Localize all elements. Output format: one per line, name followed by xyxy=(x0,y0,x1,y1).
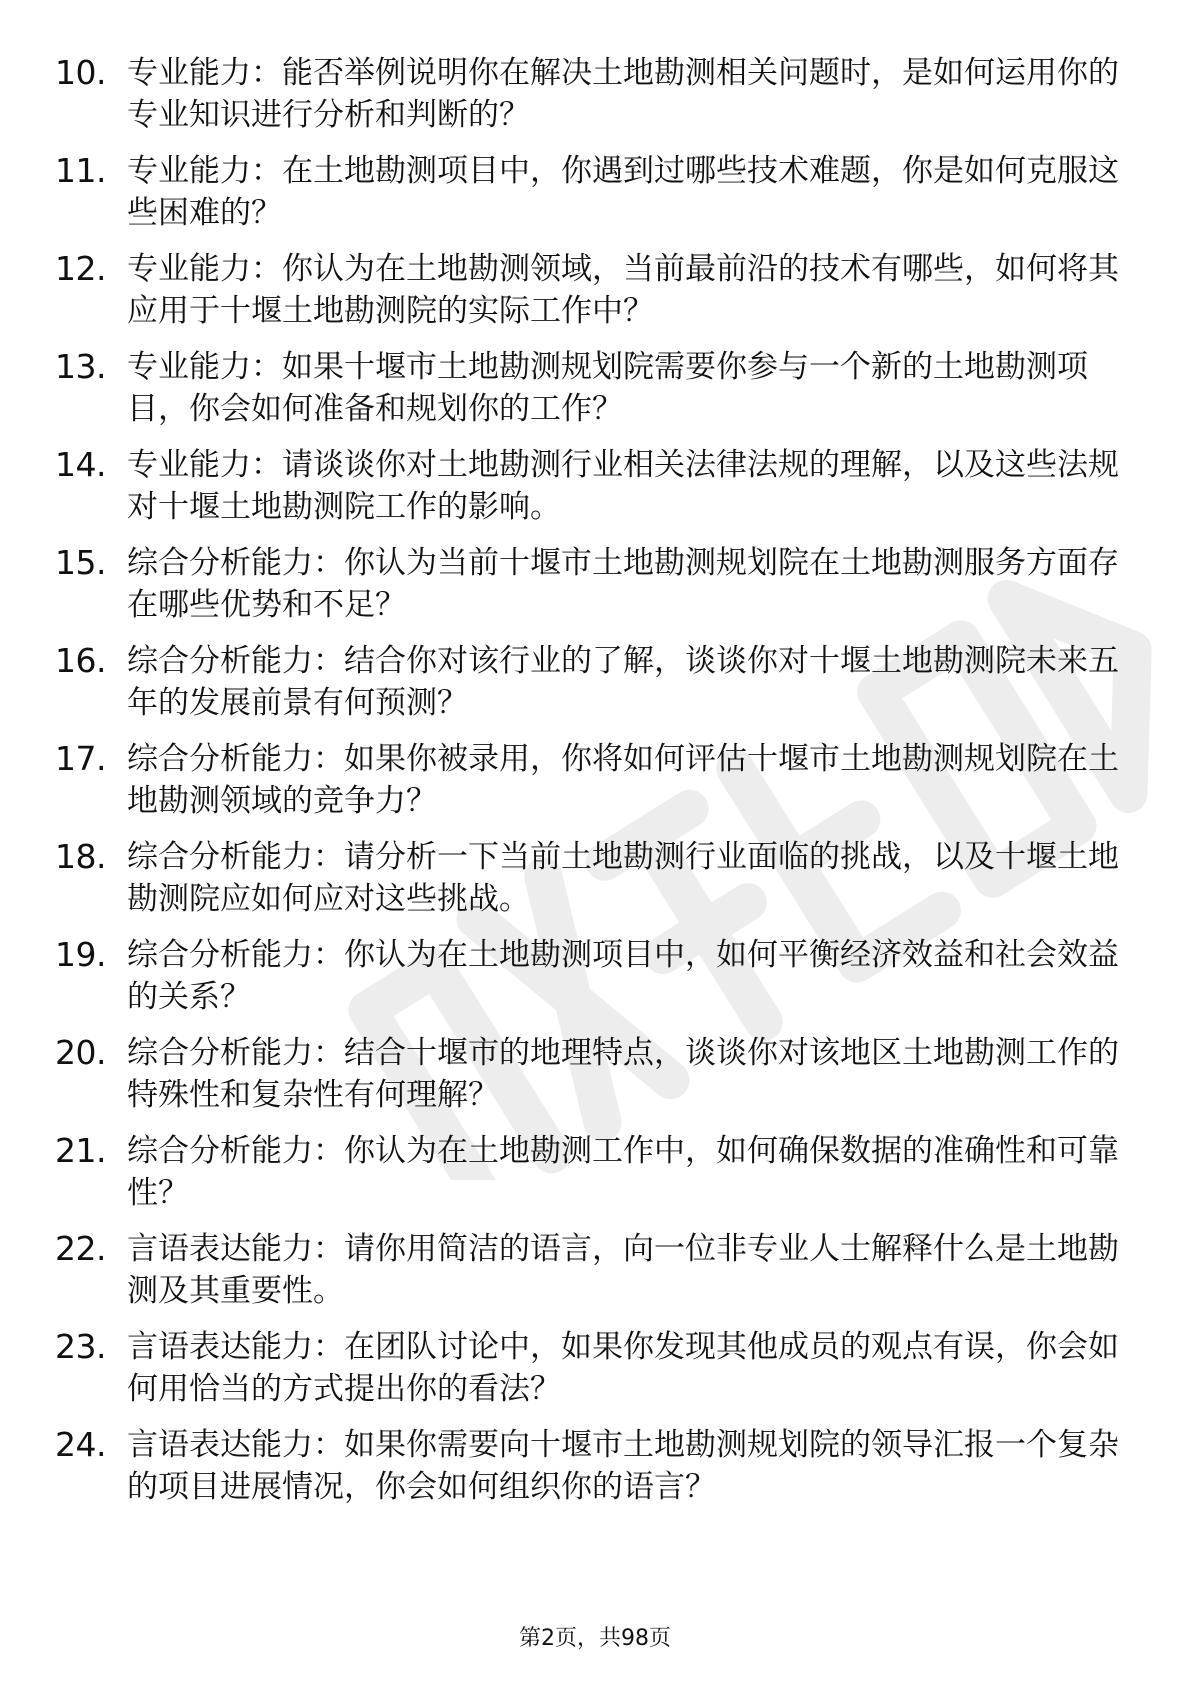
question-number: 16. xyxy=(55,641,106,680)
question-number: 13. xyxy=(55,347,106,386)
question-text: 专业能力：请谈谈你对土地勘测行业相关法律法规的理解，以及这些法规对十堰土地勘测院工作的影响。 xyxy=(127,447,1119,525)
question-number: 19. xyxy=(55,935,106,974)
question-number: 23. xyxy=(55,1327,106,1366)
question-text: 综合分析能力：结合你对该行业的了解，谈谈你对十堰土地勘测院未来五年的发展前景有何预测？ xyxy=(127,643,1119,721)
question-number: 15. xyxy=(55,543,106,582)
list-item xyxy=(55,248,1135,346)
question-text: 综合分析能力：请分析一下当前土地勘测行业面临的挑战，以及十堰土地勘测院应如何应对这些挑战。 xyxy=(127,839,1119,917)
question-number: 18. xyxy=(55,837,106,876)
question-number: 12. xyxy=(55,249,106,288)
list-item xyxy=(55,1032,1135,1130)
list-item xyxy=(55,738,1135,836)
list-item xyxy=(55,1130,1135,1228)
question-text: 综合分析能力：你认为在土地勘测工作中，如何确保数据的准确性和可靠性？ xyxy=(127,1133,1119,1211)
question-number: 14. xyxy=(55,445,106,484)
question-number: 17. xyxy=(55,739,106,778)
question-text: 综合分析能力：你认为在土地勘测项目中，如何平衡经济效益和社会效益的关系？ xyxy=(127,937,1119,1015)
list-item xyxy=(55,444,1135,542)
list-item xyxy=(55,346,1135,444)
list-item xyxy=(55,1424,1135,1522)
question-list xyxy=(55,52,1135,1522)
question-number: 22. xyxy=(55,1229,106,1268)
question-text: 综合分析能力：结合十堰市的地理特点，谈谈你对该地区土地勘测工作的特殊性和复杂性有何理解？ xyxy=(127,1035,1119,1113)
question-text: 专业能力：能否举例说明你在解决土地勘测相关问题时，是如何运用你的专业知识进行分析和判断的？ xyxy=(127,55,1119,133)
list-item xyxy=(55,542,1135,640)
list-item xyxy=(55,934,1135,1032)
list-item xyxy=(55,1228,1135,1326)
question-text: 言语表达能力：如果你需要向十堰市土地勘测规划院的领导汇报一个复杂的项目进展情况，你会如何组织你的语言？ xyxy=(127,1427,1119,1505)
list-item xyxy=(55,150,1135,248)
list-item xyxy=(55,836,1135,934)
question-text: 言语表达能力：请你用简洁的语言，向一位非专业人士解释什么是土地勘测及其重要性。 xyxy=(127,1231,1119,1309)
question-text: 综合分析能力：如果你被录用，你将如何评估十堰市土地勘测规划院在土地勘测领域的竞争力？ xyxy=(127,741,1119,819)
list-item xyxy=(55,1326,1135,1424)
question-number: 24. xyxy=(55,1425,106,1464)
question-number: 10. xyxy=(55,53,106,92)
list-item xyxy=(55,640,1135,738)
page-footer: 第2页，共98页 xyxy=(519,1626,671,1651)
question-number: 21. xyxy=(55,1131,106,1170)
question-number: 20. xyxy=(55,1033,106,1072)
question-text: 专业能力：你认为在土地勘测领域，当前最前沿的技术有哪些，如何将其应用于十堰土地勘测院的实际工作中？ xyxy=(127,251,1119,329)
question-text: 专业能力：如果十堰市土地勘测规划院需要你参与一个新的土地勘测项目，你会如何准备和规划你的工作？ xyxy=(127,349,1088,427)
list-item xyxy=(55,52,1135,150)
question-text: 专业能力：在土地勘测项目中，你遇到过哪些技术难题，你是如何克服这些困难的？ xyxy=(127,153,1119,231)
question-number: 11. xyxy=(55,151,106,190)
question-text: 言语表达能力：在团队讨论中，如果你发现其他成员的观点有误，你会如何用恰当的方式提出你的看法？ xyxy=(127,1329,1119,1407)
question-text: 综合分析能力：你认为当前十堰市土地勘测规划院在土地勘测服务方面存在哪些优势和不足？ xyxy=(127,545,1119,623)
